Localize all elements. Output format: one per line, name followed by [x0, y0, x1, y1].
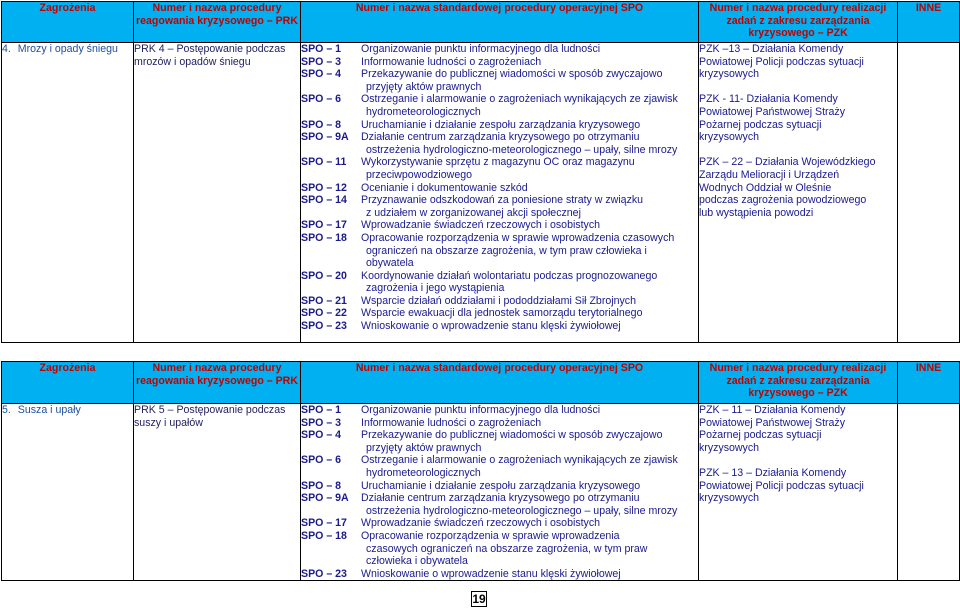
spo-line: Wprowadzanie świadczeń rzeczowych i osobistych: [361, 219, 601, 232]
other-cell: [898, 43, 960, 343]
spo-code: SPO – 17: [301, 219, 347, 232]
spo-item: [301, 219, 698, 232]
header-threat: Zagrożenia: [2, 362, 134, 404]
spo-code: SPO – 22: [301, 307, 347, 320]
spo-description: [361, 232, 698, 270]
spo-code: SPO – 1: [301, 404, 342, 416]
spo-description: [361, 320, 698, 333]
spo-description: [361, 530, 698, 568]
pzk-line: PZK – 11 – Działania Komendy: [699, 404, 846, 416]
threat-cell: [2, 404, 134, 581]
spo-code: SPO – 20: [301, 269, 347, 282]
spo-line: Informowanie ludności o zagrożeniach: [361, 416, 542, 429]
threat-name: Susza i upały: [17, 404, 81, 416]
pzk-line: PZK –13 – Działania Komendy: [699, 43, 844, 55]
spo-code: SPO – 11: [301, 156, 347, 169]
spo-description: [361, 270, 698, 295]
spo-description: [361, 429, 698, 454]
spo-code: SPO – 4: [301, 429, 342, 442]
spo-line: obywatela: [366, 257, 414, 270]
spo-code: SPO – 9A: [301, 492, 349, 505]
spo-description: [361, 568, 698, 581]
spo-line: Działanie centrum zarządzania kryzysowego po otrzymaniu: [361, 131, 640, 144]
procedures-table-section-4: [1, 1, 960, 343]
spo-code: SPO – 6: [301, 454, 342, 467]
pzk-line: Pożarnej podczas sytuacji: [699, 118, 822, 131]
page-number: 19: [472, 592, 486, 606]
pzk-item: [699, 43, 897, 81]
pzk-list: [699, 43, 898, 343]
spo-item: [301, 307, 698, 320]
spo-description: [361, 480, 698, 493]
pzk-line: PZK – 13 – Działania Komendy: [699, 466, 847, 479]
spo-code: SPO – 9A: [301, 131, 349, 144]
spo-code: SPO – 4: [301, 68, 342, 81]
spo-item: [301, 492, 698, 517]
spo-line: Uruchamianie i działanie zespołu zarządzania kryzysowego: [361, 479, 641, 492]
prk-name: Postępowanie podczas mrozów i opadów śniegu: [134, 43, 286, 68]
pzk-item: [699, 156, 897, 219]
spo-line: człowieka i obywatela: [366, 555, 468, 568]
pzk-line: Zarządu Melioracji i Urządzeń: [699, 168, 840, 181]
prk-code: PRK: [134, 404, 156, 416]
spo-line: przyjęty aktów prawnych: [366, 80, 482, 93]
spo-code: SPO – 18: [301, 231, 347, 244]
spo-item: [301, 270, 698, 295]
spo-list: [301, 404, 699, 581]
spo-item: [301, 194, 698, 219]
pzk-item: [699, 93, 897, 143]
spo-line: Wnioskowanie o wprowadzenie stanu klęski żywiołowej: [361, 567, 621, 580]
spo-line: Przyznawanie odszkodowań za poniesione straty w związku: [361, 194, 644, 207]
spo-code: SPO – 17: [301, 517, 347, 530]
spo-description: [361, 93, 698, 118]
table-header-row: [2, 2, 960, 43]
spo-code: SPO – 23: [301, 320, 347, 333]
header-prk: Numer i nazwa procedury reagowania kryzysowego – PRK: [134, 2, 301, 43]
spo-line: Ostrzeganie i alarmowanie o zagrożeniach wynikających ze zjawisk: [361, 93, 678, 106]
spo-line: z udziałem w zorganizowanej akcji społecznej: [366, 206, 581, 219]
spo-description: [361, 307, 698, 320]
other-cell: [898, 404, 960, 581]
header-other: INNE: [898, 362, 960, 404]
spo-code: SPO – 3: [301, 55, 342, 68]
page-number-container: [0, 593, 958, 606]
spo-code: SPO – 12: [301, 181, 347, 194]
threat-cell: [2, 43, 134, 343]
procedures-table-section-5: [1, 361, 960, 581]
spo-line: ograniczeń na obszarze zagrożenia, w tym praw człowieka i: [366, 244, 647, 257]
header-pzk: Numer i nazwa procedury realizacji zadań z zakresu zarządzania kryzysowego – PZK: [699, 2, 898, 43]
spo-line: ostrzeżenia hydrologiczno-meteorologicznego – upały, silne mrozy: [366, 143, 678, 156]
spo-item: [301, 417, 698, 430]
table-row: [2, 43, 960, 343]
spo-item: [301, 454, 698, 479]
pzk-line: PZK - 11- Działania Komendy: [699, 93, 838, 106]
spo-description: [361, 295, 698, 308]
prk-cell: PRK 5 – Postępowanie podczas suszy i upałów: [134, 404, 301, 581]
pzk-line: kryzysowych: [699, 131, 760, 144]
spo-code: SPO – 1: [301, 43, 342, 55]
spo-line: czasowych ograniczeń na obszarze zagrożenia, w tym praw: [366, 542, 648, 555]
header-threat: Zagrożenia: [2, 2, 134, 43]
spo-description: [361, 454, 698, 479]
pzk-line: Pożarnej podczas sytuacji: [699, 429, 822, 442]
spo-item: [301, 119, 698, 132]
spo-line: Organizowanie punktu informacyjnego dla ludności: [361, 43, 601, 55]
prk-name: Postępowanie podczas suszy i upałów: [134, 404, 286, 429]
spo-code: SPO – 21: [301, 294, 347, 307]
spo-item: [301, 568, 698, 581]
table-row: [2, 404, 960, 581]
prk-number: 5: [158, 404, 165, 416]
spo-line: Przekazywanie do publicznej wiadomości w sposób zwyczajowo: [361, 429, 663, 442]
spo-item: [301, 320, 698, 333]
spo-line: Przekazywanie do publicznej wiadomości w sposób zwyczajowo: [361, 68, 663, 81]
spo-description: [361, 56, 698, 69]
spo-description: [361, 404, 698, 417]
spo-line: Opracowanie rozporządzenia w sprawie wprowadzenia: [361, 529, 620, 542]
spo-item: [301, 404, 698, 417]
spo-description: [361, 219, 698, 232]
spo-item: [301, 43, 698, 56]
threat-number: 4.: [2, 43, 11, 55]
spo-item: [301, 232, 698, 270]
spo-item: [301, 156, 698, 181]
spo-line: przyjęty aktów prawnych: [366, 441, 482, 454]
spo-line: Wykorzystywanie sprzętu z magazynu OC oraz magazynu: [361, 156, 635, 169]
spo-line: hydrometeorologicznych: [366, 466, 481, 479]
spo-list: [301, 43, 699, 343]
spo-line: Koordynowanie działań wolontariatu podczas prognozowanego: [361, 269, 658, 282]
pzk-list: [699, 404, 898, 581]
spo-code: SPO – 14: [301, 194, 347, 207]
pzk-item: [699, 404, 897, 454]
spo-item: [301, 295, 698, 308]
spo-code: SPO – 6: [301, 93, 342, 106]
spo-description: [361, 156, 698, 181]
spo-item: [301, 480, 698, 493]
spo-description: [361, 194, 698, 219]
pzk-line: kryzysowych: [699, 492, 760, 505]
spo-line: Wprowadzanie świadczeń rzeczowych i osobistych: [361, 517, 601, 530]
spo-item: [301, 56, 698, 69]
threat-name: Mrozy i opady śniegu: [17, 43, 118, 55]
spo-description: [361, 517, 698, 530]
spo-description: [361, 119, 698, 132]
prk-code: PRK: [134, 43, 156, 55]
header-other: INNE: [898, 2, 960, 43]
header-spo: Numer i nazwa standardowej procedury operacyjnej SPO: [301, 2, 699, 43]
spo-line: przeciwpowodziowego: [366, 168, 472, 181]
spo-item: [301, 68, 698, 93]
pzk-line: Wodnych Oddział w Oleśnie: [699, 181, 832, 194]
spo-item: [301, 93, 698, 118]
spo-line: Informowanie ludności o zagrożeniach: [361, 55, 542, 68]
spo-line: zagrożenia i jego wystąpienia: [366, 282, 505, 295]
header-prk: Numer i nazwa procedury reagowania kryzysowego – PRK: [134, 362, 301, 404]
spo-code: SPO – 18: [301, 529, 347, 542]
pzk-line: Powiatowej Państwowej Straży: [699, 416, 846, 429]
spo-item: [301, 131, 698, 156]
pzk-line: PZK – 22 – Działania Wojewódzkiego: [699, 156, 876, 169]
spo-description: [361, 131, 698, 156]
spo-line: Opracowanie rozporządzenia w sprawie wprowadzenia czasowych: [361, 231, 675, 244]
spo-item: [301, 429, 698, 454]
pzk-line: Powiatowej Policji podczas sytuacji: [699, 479, 864, 492]
spo-line: Wsparcie działań oddziałami i pododdziałami Sił Zbrojnych: [361, 294, 636, 307]
pzk-line: kryzysowych: [699, 441, 760, 454]
header-spo: Numer i nazwa standardowej procedury operacyjnej SPO: [301, 362, 699, 404]
spo-line: ostrzeżenia hydrologiczno-meteorologicznego – upały, silne mrozy: [366, 504, 678, 517]
spo-line: Działanie centrum zarządzania kryzysowego po otrzymaniu: [361, 492, 640, 505]
pzk-item: [699, 467, 897, 505]
prk-cell: PRK 4 – Postępowanie podczas mrozów i opadów śniegu: [134, 43, 301, 343]
spo-code: SPO – 23: [301, 567, 347, 580]
spo-description: [361, 182, 698, 195]
header-pzk: Numer i nazwa procedury realizacji zadań z zakresu zarządzania kryzysowego – PZK: [699, 362, 898, 404]
pzk-line: Powiatowej Państwowej Straży: [699, 105, 846, 118]
spo-description: [361, 43, 698, 56]
pzk-line: Powiatowej Policji podczas sytuacji: [699, 55, 864, 68]
pzk-line: kryzysowych: [699, 68, 760, 81]
spo-line: Wsparcie ewakuacji dla jednostek samorządu terytorialnego: [361, 307, 643, 320]
spo-description: [361, 492, 698, 517]
spo-line: Ocenianie i dokumentowanie szkód: [361, 181, 528, 194]
spo-line: Organizowanie punktu informacyjnego dla ludności: [361, 404, 601, 416]
spo-description: [361, 68, 698, 93]
prk-number: 4: [158, 43, 165, 55]
table-header-row: [2, 362, 960, 404]
spo-line: Uruchamianie i działanie zespołu zarządzania kryzysowego: [361, 118, 641, 131]
pzk-line: podczas zagrożenia powodziowego: [699, 194, 867, 207]
spo-code: SPO – 8: [301, 479, 342, 492]
spo-line: Wnioskowanie o wprowadzenie stanu klęski żywiołowej: [361, 320, 621, 333]
spo-code: SPO – 3: [301, 416, 342, 429]
pzk-line: lub wystąpienia powodzi: [699, 206, 814, 219]
spo-code: SPO – 8: [301, 118, 342, 131]
spo-item: [301, 182, 698, 195]
spo-item: [301, 517, 698, 530]
threat-number: 5.: [2, 404, 11, 416]
spo-item: [301, 530, 698, 568]
spo-description: [361, 417, 698, 430]
spo-line: Ostrzeganie i alarmowanie o zagrożeniach wynikających ze zjawisk: [361, 454, 678, 467]
spo-line: hydrometeorologicznych: [366, 105, 481, 118]
